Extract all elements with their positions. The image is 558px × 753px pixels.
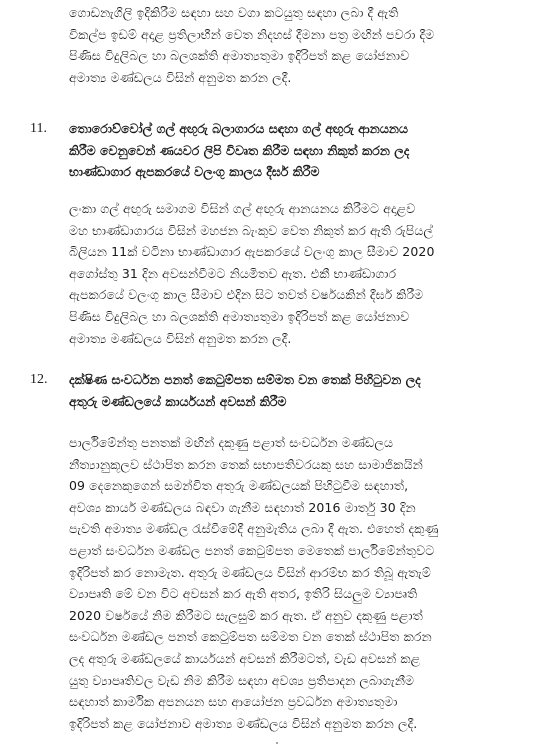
section-number-12: 12. <box>30 372 48 387</box>
paragraph-line: විකල්ප ඉඩම් අදාළ ප්‍රතිලාභීන් වෙත නිදහස් දීමනා පත්‍ර මඟින් පවරා දීම <box>69 26 435 42</box>
paragraph-line: සඳහාත් කාර්මික අපනයන සහ ආයෝජන ප්‍රවර්ධන අමාත්‍යතුමා <box>69 694 398 710</box>
scan-speck <box>276 742 278 744</box>
paragraph-line: ඉදිරිපත් කර නොමැත. අතුරු මණ්ඩලය විසින් ආරම්භ කර තිබූ ඇතැම් <box>69 564 431 580</box>
paragraph-line: ලද අතුරු මණ්ඩලයේ කාර්යයන් අවසන් කිරීමටත්, වැඩ අවසන් කළ <box>69 650 421 666</box>
paragraph-line: නීත්‍යානුකූලව ස්ථාපිත කරන තෙක් සභාපතිවරයකු සහ සාමාජිකයින් <box>69 456 423 472</box>
paragraph-line: 2020 වර්ෂයේ නිම කිරීමට සැලසුම් කර ඇත. ඒ අනුව දකුණු පළාත් <box>69 607 423 623</box>
paragraph-line: පිණිස විදුලිබල හා බලශක්ති අමාත්‍යතුමා ඉදිරිපත් කළ යෝජනාව <box>69 308 410 324</box>
paragraph-line: ඉදිරිපත් කළ යෝජනාව අමාත්‍ය මණ්ඩලය විසින් අනුමත කරන ලදී. <box>69 715 418 731</box>
paragraph-line: පැවති අමාත්‍ය මණ්ඩල රැස්වීමේදී අනුමැතිය ලබා දී ඇත. එහෙත් දකුණු <box>69 521 439 537</box>
section-12-heading <box>69 369 539 412</box>
section-12-body <box>69 432 539 734</box>
paragraph-line: බිලියන 11ක් වටිනා භාණ්ඩාගාර ඇපකරයේ වලංගු කාල සීමාව 2020 <box>69 244 435 260</box>
paragraph-line: අමාත්‍ය මණ්ඩලය විසින් අනුමත කරන ලදී. <box>69 330 292 346</box>
heading-line: දක්ෂිණ සංවර්ධන පනත් කෙටුම්පත සම්මත වන තෙක් පිහිටුවන ලද <box>69 372 421 387</box>
intro-paragraph <box>69 2 539 88</box>
paragraph-line: ව්‍යාපෘති මේ වන විට අවසන් කර ඇති අතර, ඉතිරි සියලුම ව්‍යාපෘති <box>69 586 418 602</box>
paragraph-line: යුතු ව්‍යාපෘතිවල වැඩ නිම කිරීම සඳහා අවශ්‍ය ප්‍රතිපාදන ලබාගැනීම <box>69 672 415 688</box>
paragraph-line: ලංකා ගල් අඟුරු සමාගම විසින් ගල් අඟුරු ආනයනය කිරීමට අදාළව <box>69 201 416 216</box>
paragraph-line: පාර්ලිමේන්තු පනතක් මඟින් දකුණු පළාත් සංවර්ධන මණ්ඩලය <box>69 435 394 450</box>
section-11-heading <box>69 118 539 183</box>
heading-line: තොරොව්වෝල් ගල් අඟුරු බලාගාරය සඳහා ගල් අඟුරු ආනයනය <box>69 121 408 136</box>
paragraph-line: මහ භාණ්ඩාගාරය විසින් මහජන බැංකුව වෙත නිකුත් කර ඇති රුපියල් <box>69 222 434 238</box>
paragraph-line: අවශ්‍ය කාර්ය මණ්ඩලය බඳවා ගැනීම සඳහාත් 2016 මාර්තු 30 දින <box>69 499 416 515</box>
heading-line: භාණ්ඩාගාර ඇපකරයේ වලංගු කාලය දීර්ඝ කිරීම <box>69 164 320 180</box>
paragraph-line: පළාත් සංවර්ධන මණ්ඩල පනත් කෙටුම්පත මෙතෙක් පාර්ලිමේන්තුවට <box>69 542 435 558</box>
heading-line: කිරීම වෙනුවෙන් ණයවර ලිපි විවෘත කිරීම සඳහා නිකුත් කරන ලද <box>69 142 410 158</box>
section-11-body <box>69 198 539 349</box>
paragraph-line: ඇපකරයේ වලංගු කාල සීමාව එදින සිට තවත් වර්ෂයකින් දීර්ඝ කිරීම <box>69 287 424 303</box>
paragraph-line: සංවර්ධන මණ්ඩල පනත් කෙටුම්පත සම්මත වන තෙක් ස්ථාපිත කරන <box>69 629 432 645</box>
heading-line: අතුරු මණ්ඩලයේ කාර්යයන් අවසන් කිරීම <box>69 393 287 409</box>
section-number-11: 11. <box>30 121 47 136</box>
paragraph-line: ගොඩනැගිලි ඉදිකිරීම සඳහා සහ වගා කටයුතු සඳහා ලබා දී ඇති <box>69 5 399 20</box>
paragraph-line: අගෝස්තු 31 දින අවසන්වීමට නියමිතව ඇත. එකී භාණ්ඩාගාර <box>69 265 397 281</box>
paragraph-line: 09 දෙනෙකුගෙන් සමන්විත අතුරු මණ්ඩලයක් පිහිටුවීම සඳහාත්, <box>69 478 409 494</box>
paragraph-line: අමාත්‍ය මණ්ඩලය විසින් අනුමත කරන ලදී. <box>69 69 292 85</box>
paragraph-line: පිණිස විදුලිබල හා බලශක්ති අමාත්‍යතුමා ඉදිරිපත් කළ යෝජනාව <box>69 48 410 64</box>
